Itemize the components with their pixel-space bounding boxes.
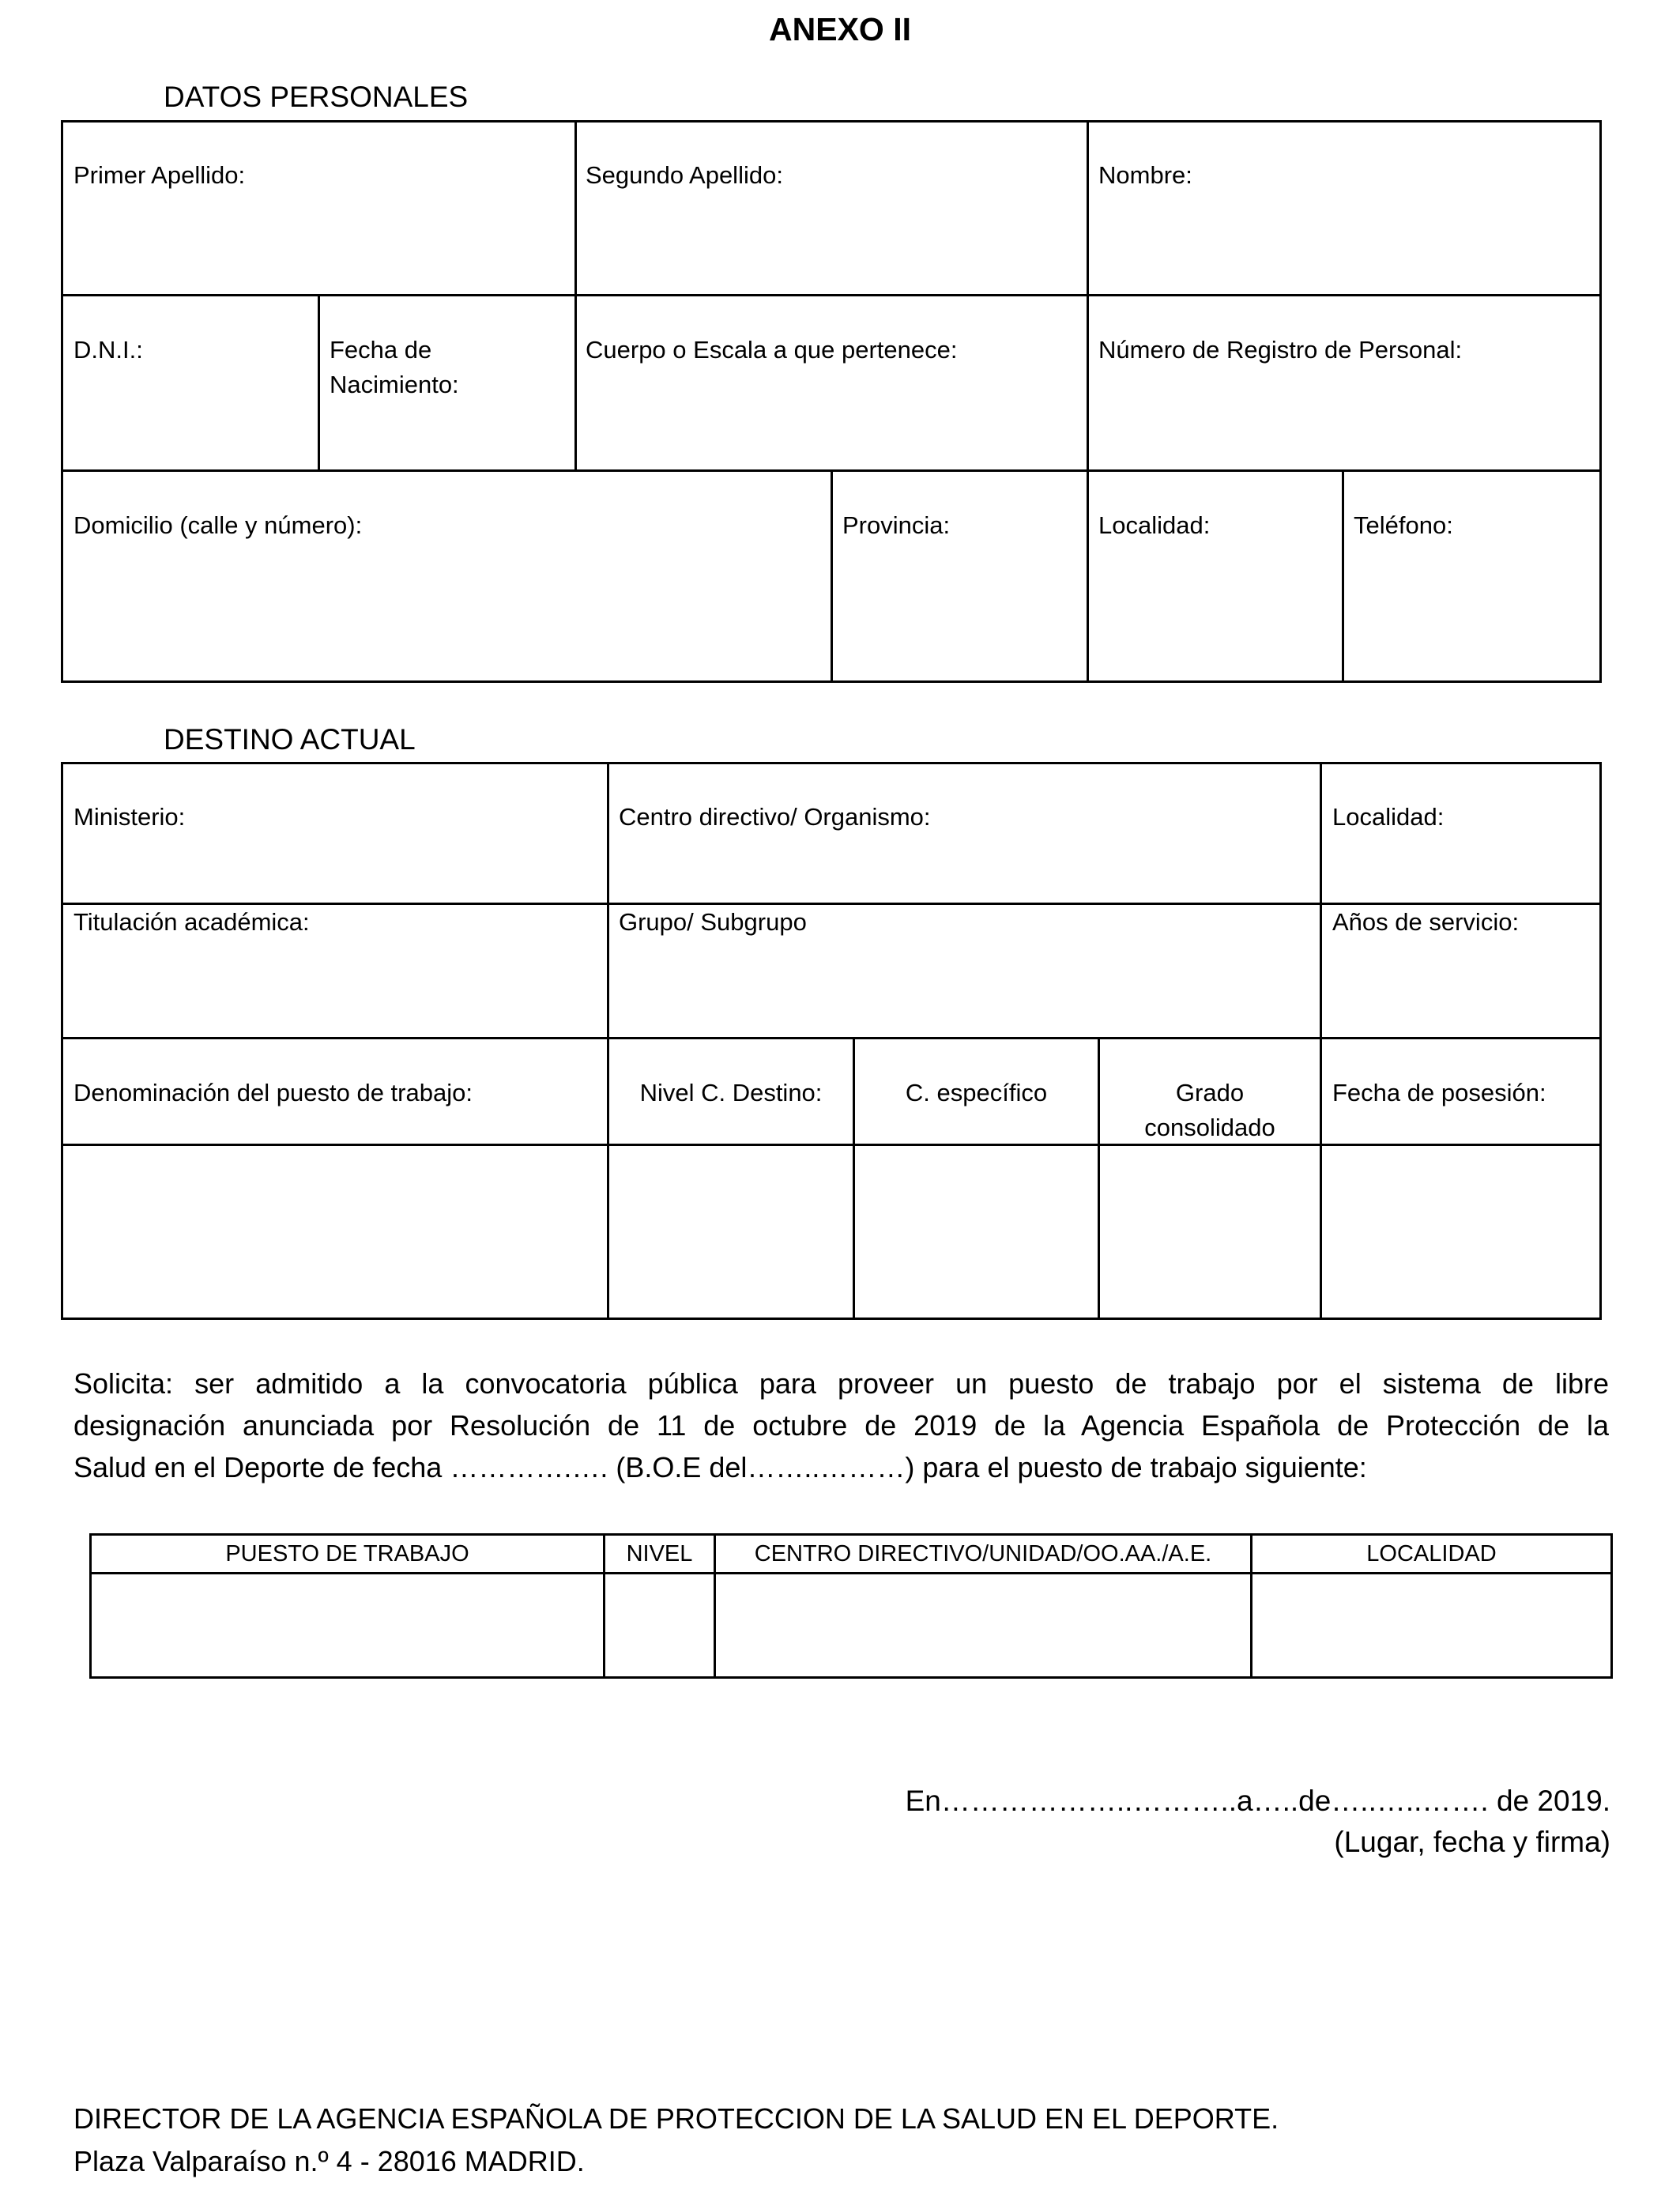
solicita-line-1: Solicita: ser admitido a la convocatoria pública para proveer un puesto de trabajo por el sistema de libre [73,1367,1609,1400]
personal-section-label: DATOS PERSONALES [164,81,469,113]
footer-line-2: Plaza Valparaíso n.º 4 - 28016 MADRID. [73,2145,585,2177]
nivel-input[interactable] [605,1574,714,1676]
fecha-posesion-header: Fecha de posesión: [1332,1079,1546,1106]
denominacion-input[interactable] [63,1146,607,1318]
solicita-line-3: Salud en el Deporte de fecha ………….…. (B.O.E del……..………) para el puesto de trabajo siguiente: [73,1451,1367,1483]
centro-directivo-header: CENTRO DIRECTIVO/UNIDAD/OO.AA./A.E. [754,1541,1212,1566]
column-divider [1342,469,1344,683]
primer-apellido-field[interactable]: Primer Apellido: [73,161,246,189]
centro-directivo-field[interactable]: Centro directivo/ Organismo: [619,803,931,831]
c-especifico-header: C. específico [905,1079,1048,1106]
localidad-header: LOCALIDAD [1366,1541,1497,1566]
cuerpo-escala-field[interactable]: Cuerpo o Escala a que pertenece: [586,336,958,364]
signature-line[interactable]: En………………..………..a…..de…..…..……. de 2019. [905,1785,1610,1817]
nombre-field[interactable]: Nombre: [1098,161,1192,189]
fecha-posesion-input[interactable] [1322,1146,1599,1318]
dni-field[interactable]: D.N.I.: [73,336,143,364]
denominacion-header: Denominación del puesto de trabajo: [73,1079,473,1106]
fecha-nacimiento-label-line2: Nacimiento: [330,371,459,398]
footer-line-1: DIRECTOR DE LA AGENCIA ESPAÑOLA DE PROTECCION DE LA SALUD EN EL DEPORTE. [73,2102,1279,2135]
nivel-header: NIVEL [626,1541,693,1566]
ministerio-field[interactable]: Ministerio: [73,803,186,831]
grado-label-line1: Grado [1175,1079,1245,1106]
signature-note: (Lugar, fecha y firma) [1334,1826,1610,1858]
solicita-line-2: designación anunciada por Resolución de 11 de octubre de 2019 de la Agencia Española de Protección de la [73,1409,1609,1442]
c-especifico-input[interactable] [855,1146,1098,1318]
nivel-destino-input[interactable] [609,1146,853,1318]
signature-block [906,1781,1610,1863]
row-divider [61,294,1602,296]
document-title: ANEXO II [769,11,911,47]
footer-address [73,2098,1279,2183]
centro-directivo-input[interactable] [716,1574,1250,1676]
segundo-apellido-field[interactable]: Segundo Apellido: [586,161,783,189]
provincia-field[interactable]: Provincia: [842,511,951,539]
destino-localidad-field[interactable]: Localidad: [1332,803,1445,831]
row-divider [61,1037,1602,1039]
puesto-trabajo-input[interactable] [92,1574,603,1676]
localidad-field[interactable]: Localidad: [1098,511,1211,539]
anos-servicio-field[interactable]: Años de servicio: [1332,908,1520,936]
puesto-trabajo-header: PUESTO DE TRABAJO [225,1541,469,1566]
registro-personal-field[interactable]: Número de Registro de Personal: [1098,336,1463,364]
destino-section-label: DESTINO ACTUAL [164,723,416,756]
grado-consolidado-header [1100,1076,1320,1145]
grado-consolidado-input[interactable] [1100,1146,1320,1318]
solicita-paragraph [73,1363,1609,1488]
fecha-nacimiento-field[interactable] [330,333,459,402]
column-divider [318,294,320,471]
localidad-input[interactable] [1252,1574,1610,1676]
telefono-field[interactable]: Teléfono: [1354,511,1453,539]
titulacion-field[interactable]: Titulación académica: [73,908,310,936]
column-divider [1087,120,1089,683]
fecha-nacimiento-label-line1: Fecha de [330,336,432,364]
grupo-subgrupo-field[interactable]: Grupo/ Subgrupo [619,908,807,936]
nivel-destino-header: Nivel C. Destino: [639,1079,823,1106]
domicilio-field[interactable]: Domicilio (calle y número): [73,511,363,539]
column-divider [574,120,577,471]
grado-label-line2: consolidado [1144,1114,1275,1141]
column-divider [831,469,833,683]
